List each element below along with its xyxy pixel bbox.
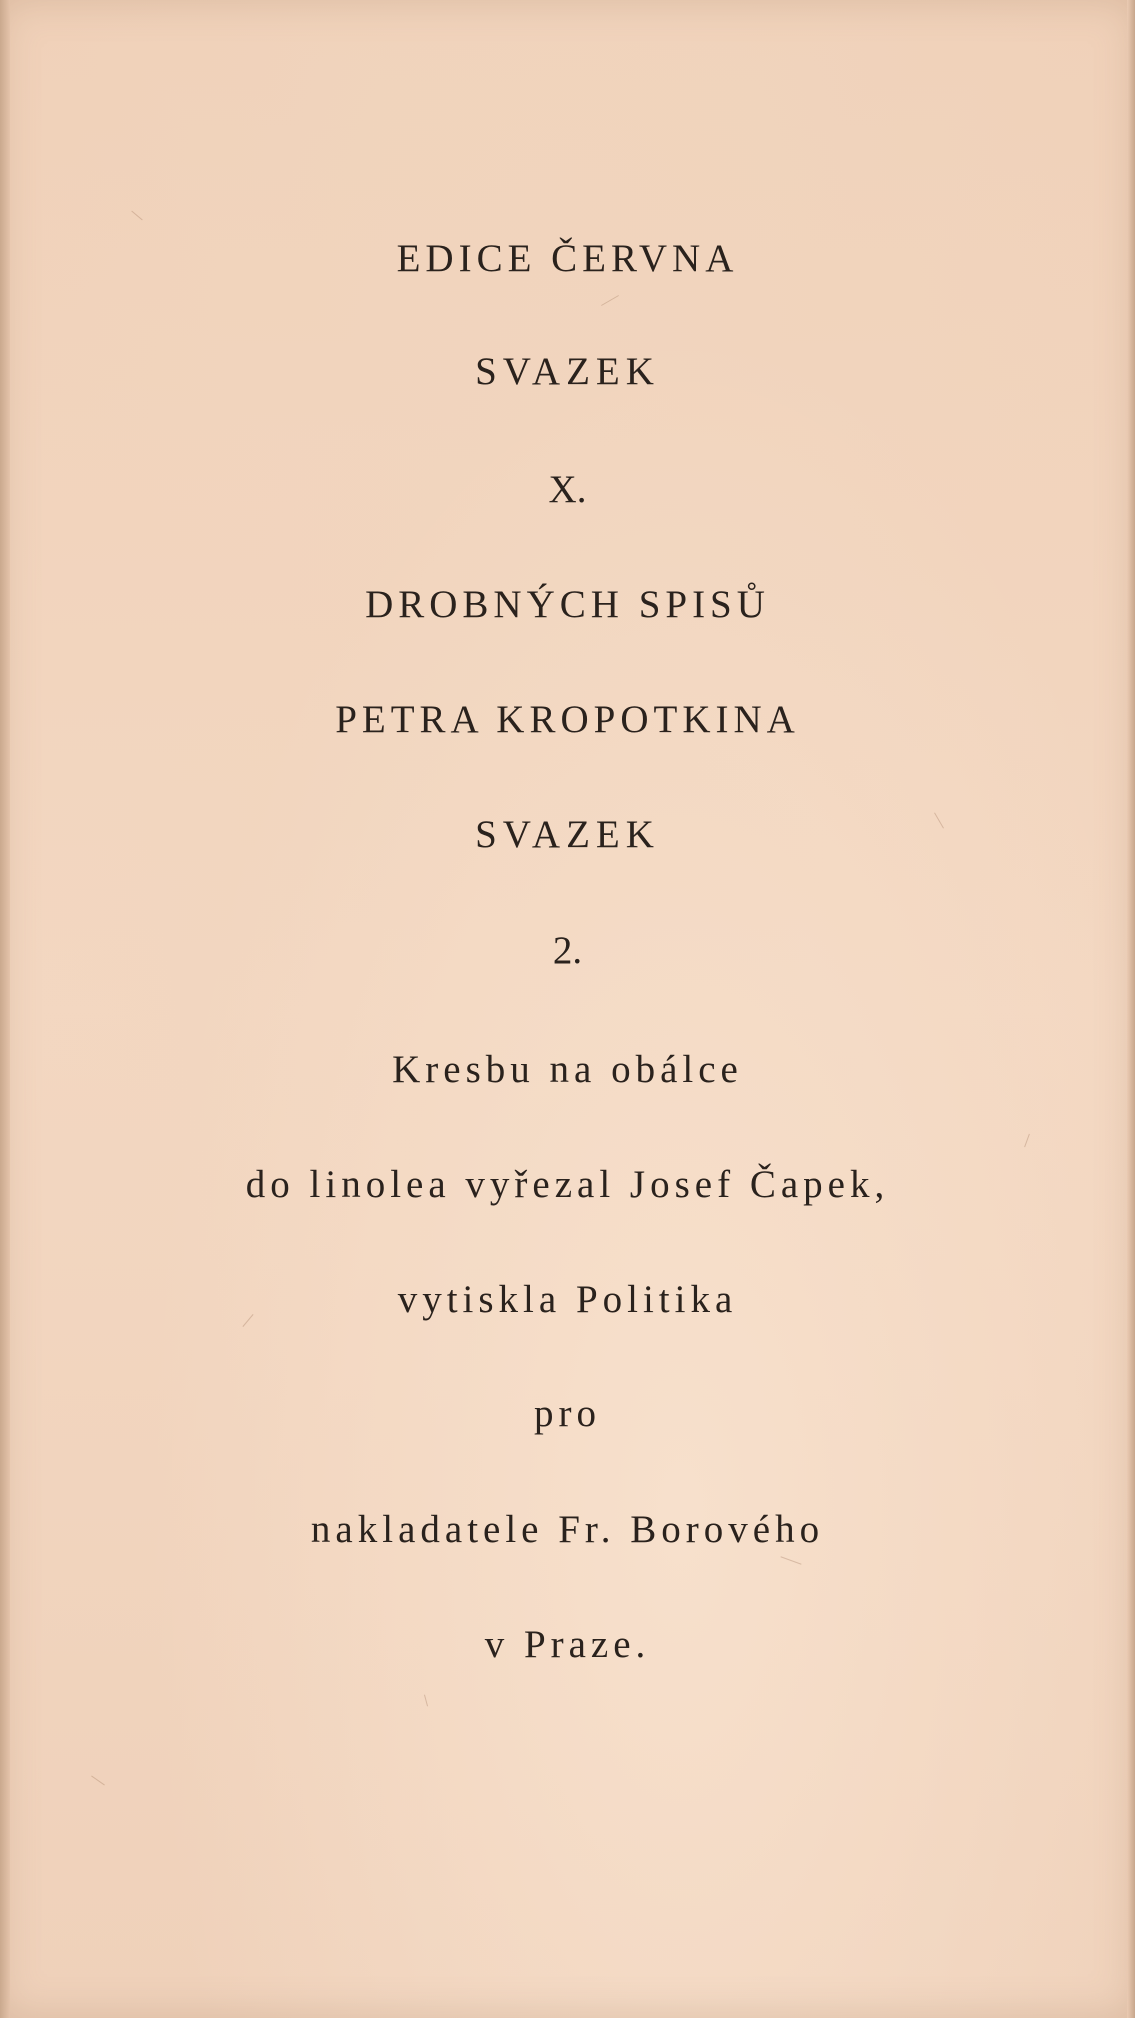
- illustrator-credit: do linolea vyřezal Josef Čapek,: [245, 1163, 890, 1206]
- paper-fleck: [91, 1776, 105, 1786]
- collection-title: DROBNÝCH SPISŮ: [365, 583, 770, 626]
- printer-credit: vytiskla Politika: [397, 1278, 738, 1321]
- series-title: EDICE ČERVNA: [396, 237, 739, 280]
- colophon-text: pro: [534, 1392, 601, 1435]
- volume-number: X.: [548, 468, 587, 511]
- paper-fleck: [601, 295, 619, 306]
- paper-fleck: [131, 211, 142, 221]
- page-edge-right: [1127, 0, 1135, 2018]
- paper-fleck: [1024, 1134, 1030, 1147]
- paper-fleck: [424, 1695, 428, 1707]
- cover-credit: Kresbu na obálce: [392, 1048, 743, 1091]
- volume-number: 2.: [552, 929, 583, 972]
- page-edge-left: [0, 0, 10, 2018]
- publisher-credit: nakladatele Fr. Borového: [310, 1508, 825, 1551]
- volume-label: SVAZEK: [475, 813, 660, 856]
- volume-label: SVAZEK: [475, 350, 660, 393]
- author-name: PETRA KROPOTKINA: [335, 698, 800, 741]
- paper-fleck: [780, 1556, 801, 1564]
- publication-place: v Praze.: [484, 1623, 651, 1666]
